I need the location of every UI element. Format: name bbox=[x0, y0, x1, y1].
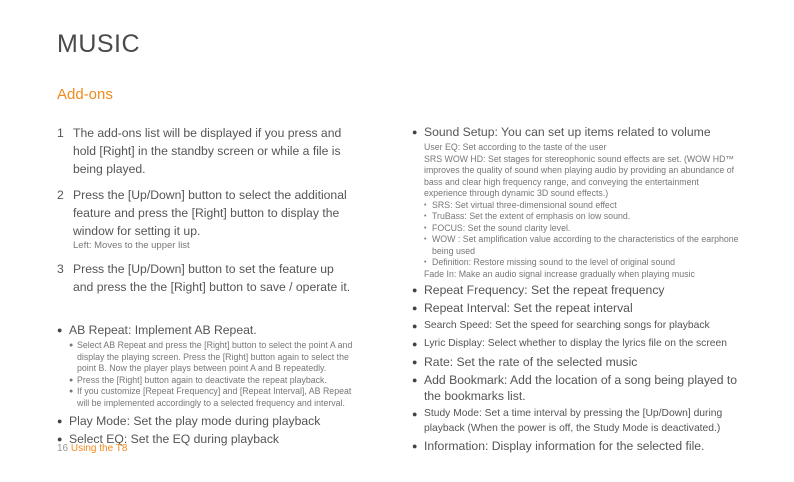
page-number: 16 bbox=[57, 443, 69, 454]
ab-note-3: ● If you customize [Repeat Frequency] and [Repeat Interval], AB Repeat will be implemented accordingly to a selected frequency and interval. bbox=[69, 386, 352, 408]
footer-label: Using the T8 bbox=[70, 443, 128, 454]
section-heading: Add-ons bbox=[57, 86, 113, 103]
page-footer bbox=[57, 443, 127, 454]
ab-note-1: ● Select AB Repeat and press the [Right] button to select the point A and display the playing screen. Press the [Right] button again to select the point B. Now the player plays between point A and B repeatedly. bbox=[69, 340, 353, 373]
bullet-sound-setup: ● Sound Setup: You can set up items related to volume bbox=[412, 125, 711, 139]
bullet-select-eq: ● Select EQ: Set the EQ during playback bbox=[57, 432, 280, 446]
bullet-repeat-frequency: ● Repeat Frequency: Set the repeat frequency bbox=[412, 283, 665, 297]
sound-definition: • Definition: Restore missing sound to the level of original sound bbox=[424, 257, 676, 267]
step-2: 2 Press the [Up/Down] button to select the additional feature and press the [Right] button to display the window for setting it up. Left: Moves to the upper list bbox=[57, 186, 357, 252]
bullet-search-speed: ● Search Speed: Set the speed for searching songs for playback bbox=[412, 320, 710, 331]
sound-user-eq: User EQ: Set according to the taste of the user bbox=[424, 142, 607, 152]
bullet-information: ● Information: Display information for the selected file. bbox=[412, 439, 705, 453]
bullet-ab-repeat: ● AB Repeat: Implement AB Repeat. bbox=[57, 323, 257, 337]
sound-fade-in: Fade In: Make an audio signal increase gradually when playing music bbox=[424, 268, 695, 279]
step-2-note: Left: Moves to the upper list bbox=[73, 240, 190, 251]
ab-note-2: ● Press the [Right] button again to deactivate the repeat playback. bbox=[69, 374, 327, 385]
sound-srs: • SRS: Set virtual three-dimensional sound effect bbox=[424, 199, 617, 210]
bullet-study-mode: ● Study Mode: Set a time interval by pressing the [Up/Down] during playback (When the power is off, the Study Mode is deactivated.) bbox=[412, 408, 723, 434]
bullet-lyric-display: ● Lyric Display: Select whether to display the lyrics file on the screen bbox=[412, 338, 727, 349]
sound-srs-wow: SRS WOW HD: Set stages for stereophonic sound effects are set. (WOW HD™ improves the quality of sound when playing audio by providing an abundance of bass and clear high frequency range, and conveying the entertainment experience through dynamic 3D sound effects.) bbox=[424, 153, 735, 198]
bullet-rate: ● Rate: Set the rate of the selected music bbox=[412, 355, 638, 369]
step-1: 1 The add-ons list will be displayed if you press and hold [Right] in the standby screen or while a file is being played. bbox=[57, 126, 342, 176]
bullet-repeat-interval: ● Repeat Interval: Set the repeat interval bbox=[412, 301, 633, 315]
left-column bbox=[57, 124, 357, 449]
sound-wow: • WOW : Set amplification value according to the characteristics of the earphone being used bbox=[424, 234, 739, 256]
bullet-play-mode: ● Play Mode: Set the play mode during playback bbox=[57, 414, 321, 428]
bullet-add-bookmark: ● Add Bookmark: Add the location of a song being played to the bookmarks list. bbox=[412, 373, 738, 403]
page-title: MUSIC bbox=[57, 30, 141, 58]
right-column bbox=[412, 124, 742, 456]
sound-focus: • FOCUS: Set the sound clarity level. bbox=[424, 222, 571, 233]
sound-trubass: • TruBass: Set the extent of emphasis on low sound. bbox=[424, 211, 631, 221]
step-3: 3 Press the [Up/Down] button to set the feature up and press the the [Right] button to save / operate it. bbox=[57, 262, 351, 294]
